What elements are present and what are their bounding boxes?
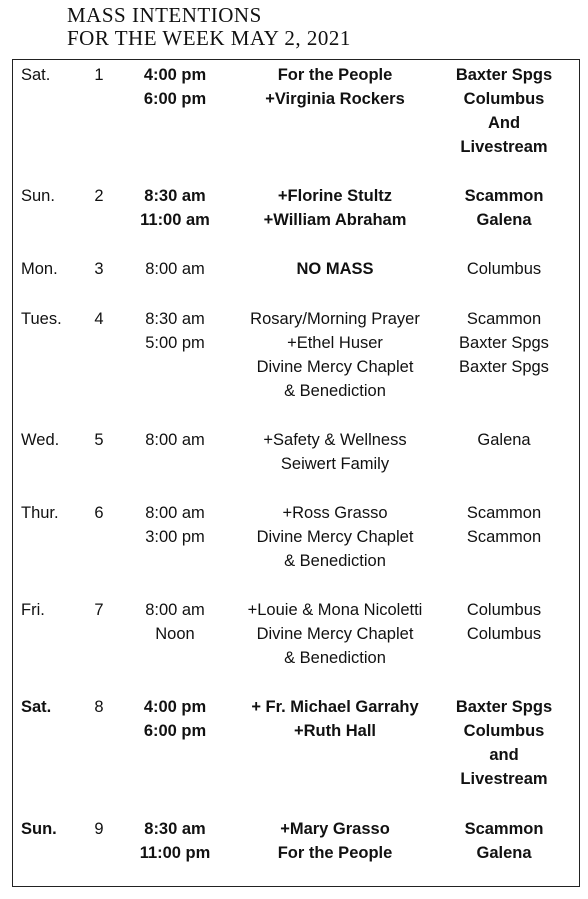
entry-date: 6: [94, 504, 104, 522]
entry-intentions-line: + Fr. Michael Garrahy: [251, 698, 419, 716]
entry-date: 9: [94, 820, 104, 838]
entry-times-line: 8:30 am: [144, 187, 206, 205]
entry-intentions-line: Divine Mercy Chaplet: [256, 625, 414, 643]
entry-locations: [446, 184, 562, 232]
entry-day: Sat.: [21, 698, 52, 716]
entry-locations-line: Galena: [477, 431, 531, 449]
entry-date: 5: [94, 431, 104, 449]
entry-times: [125, 598, 225, 646]
entry-intentions-line: & Benediction: [284, 552, 386, 570]
entry-locations-line: Columbus: [463, 722, 545, 740]
entry-locations-line: And: [487, 114, 521, 132]
entry-date: 8: [94, 698, 104, 716]
entry-intentions: [232, 257, 438, 281]
entry-locations-line: Scammon: [466, 310, 542, 328]
entry-intentions-line: For the People: [277, 844, 393, 862]
entry-locations-line: Galena: [476, 844, 532, 862]
entry-day: Sun.: [21, 187, 55, 205]
entry-locations-line: Galena: [476, 211, 532, 229]
entry-times-line: 11:00 am: [140, 211, 210, 229]
entry-day: Tues.: [21, 310, 62, 328]
entry-times-line: 4:00 pm: [143, 66, 207, 84]
entry-intentions: [232, 598, 438, 670]
entry-locations: [446, 817, 562, 865]
entry-intentions-line: NO MASS: [296, 260, 374, 278]
entry-locations-line: Scammon: [464, 820, 544, 838]
entry-intentions: [232, 184, 438, 232]
entry-times-line: 3:00 pm: [145, 528, 205, 546]
entry-intentions-line: +William Abraham: [263, 211, 407, 229]
entry-times: [125, 307, 225, 355]
entry-intentions-line: Divine Mercy Chaplet: [256, 528, 414, 546]
entry-intentions: [232, 501, 438, 573]
entry-date: 7: [94, 601, 104, 619]
entry-intentions-line: +Virginia Rockers: [265, 90, 405, 108]
entry-locations-line: Livestream: [460, 770, 548, 788]
entry-locations-line: Baxter Spgs: [455, 698, 553, 716]
entry-day: Sun.: [21, 820, 57, 838]
entry-intentions-line: +Ethel Huser: [287, 334, 383, 352]
entry-times-line: 6:00 pm: [143, 722, 207, 740]
entry-intentions: [232, 63, 438, 111]
entry-times: [125, 817, 225, 865]
entry-intentions-line: +Safety & Wellness: [263, 431, 407, 449]
entry-intentions-line: & Benediction: [284, 649, 386, 667]
entry-intentions-line: Rosary/Morning Prayer: [250, 310, 420, 328]
entry-intentions-line: +Louie & Mona Nicoletti: [247, 601, 423, 619]
entry-locations-line: Scammon: [464, 187, 544, 205]
entry-locations: [446, 501, 562, 549]
entry-day: Mon.: [21, 260, 58, 278]
entry-day: Thur.: [21, 504, 59, 522]
entry-locations-line: Columbus: [463, 90, 545, 108]
page-title-line2: FOR THE WEEK MAY 2, 2021: [67, 26, 351, 50]
entry-times: [125, 63, 225, 111]
entry-intentions: [232, 307, 438, 403]
entry-intentions: [232, 428, 438, 476]
entry-times: [125, 501, 225, 549]
entry-locations-line: and: [489, 746, 519, 764]
page-title-line1: MASS INTENTIONS: [67, 3, 262, 27]
entry-times-line: 8:00 am: [145, 601, 205, 619]
entry-locations-line: Columbus: [466, 625, 542, 643]
entry-locations: [446, 598, 562, 646]
entry-date: 3: [94, 260, 104, 278]
entry-intentions-line: Divine Mercy Chaplet: [256, 358, 414, 376]
entry-locations-line: Columbus: [466, 260, 542, 278]
entry-times-line: 8:30 am: [144, 820, 206, 838]
entry-times-line: Noon: [155, 625, 195, 643]
entry-intentions-line: & Benediction: [284, 382, 386, 400]
entry-times-line: 5:00 pm: [145, 334, 205, 352]
entry-date: 4: [94, 310, 104, 328]
entry-locations-line: Scammon: [466, 528, 542, 546]
entry-intentions-line: For the People: [277, 66, 393, 84]
entry-locations: [446, 63, 562, 159]
entry-locations-line: Columbus: [466, 601, 542, 619]
entry-intentions-line: +Florine Stultz: [277, 187, 393, 205]
entry-day: Fri.: [21, 601, 45, 619]
entry-day: Sat.: [21, 66, 51, 84]
entry-times-line: 8:00 am: [145, 431, 205, 449]
entry-intentions-line: +Ruth Hall: [293, 722, 377, 740]
entry-locations-line: Baxter Spgs: [455, 66, 553, 84]
entry-locations: [446, 695, 562, 791]
entry-locations: [446, 307, 562, 379]
entry-intentions: [232, 817, 438, 865]
entry-times: [125, 184, 225, 232]
entry-times: [125, 428, 225, 452]
entry-date: 2: [94, 187, 104, 205]
entry-locations-line: Livestream: [460, 138, 548, 156]
entry-times-line: 8:00 am: [145, 504, 205, 522]
entry-locations-line: Baxter Spgs: [459, 334, 549, 352]
entry-locations: [446, 428, 562, 452]
entry-times-line: 8:30 am: [145, 310, 205, 328]
entry-locations-line: Scammon: [466, 504, 542, 522]
entry-day: Wed.: [21, 431, 60, 449]
entry-times-line: 8:00 am: [145, 260, 205, 278]
entry-locations-line: Baxter Spgs: [459, 358, 549, 376]
entry-times-line: 6:00 pm: [143, 90, 207, 108]
entry-times: [125, 695, 225, 743]
entry-intentions: [232, 695, 438, 743]
entry-intentions-line: Seiwert Family: [280, 455, 390, 473]
entry-times-line: 4:00 pm: [143, 698, 207, 716]
entry-locations: [446, 257, 562, 281]
entry-date: 1: [94, 66, 104, 84]
entry-times-line: 11:00 pm: [139, 844, 211, 862]
entry-intentions-line: +Ross Grasso: [282, 504, 388, 522]
entry-intentions-line: +Mary Grasso: [280, 820, 390, 838]
entry-times: [125, 257, 225, 281]
